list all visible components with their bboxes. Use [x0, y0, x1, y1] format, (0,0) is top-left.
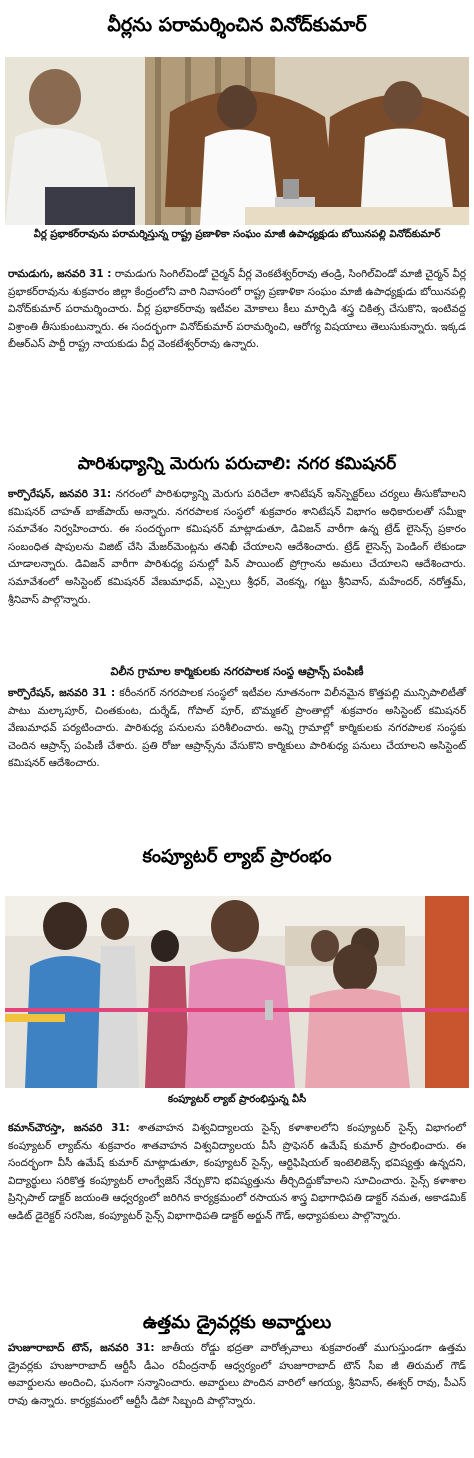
story-aprons-dateline: కార్పొరేషన్, జనవరి 31 :: [8, 687, 116, 699]
story-lab-headline: కంప్యూటర్ ల్యాబ్ ప్రారంభం: [142, 846, 332, 867]
story-lab-dateline: కమాన్‌చౌరస్తా, జనవరి 31:: [8, 1122, 130, 1134]
story-awards-headline: ఉత్తమ డ్రైవర్లకు అవార్డులు: [142, 1312, 332, 1333]
story-sanitation-headline: పారిశుధ్యాన్ని మెరుగు పరుచాలి: నగర కమిషనర్: [77, 454, 397, 474]
story-aprons-body: [0, 685, 474, 773]
story-lab-body: [0, 1120, 474, 1226]
story-sanitation: [0, 450, 474, 606]
story-visit-caption: వీర్ల ప్రభాకర్‌రావును పరామర్శిస్తున్న రాష్ట్ర ప్రణాళికా సంఘం మాజీ ఉపాధ్యక్షుడు బోయినపల్లి వినోద్‌కుమార్: [33, 229, 441, 240]
story-visit: [0, 0, 474, 351]
story-awards-text: జాతీయ రోడ్డు భద్రతా వారోత్సవాలు శుక్రవారంతో ముగుస్తుండగా ఉత్తమ డ్రైవర్లకు హుజూరాబాద్ ఆర్టీసీ డీఎం రవీంద్రనాథ్ ఆధ్వర్యంలో హుజూరాబాద్ టౌన్ సీఐ జీ తిరుమల్ గౌడ్ అవార్డులను అందించి, ఘనంగా సన్మానించారు. అవార్డులు పొందిన వారిలో ఆగయ్య, శ్రీనివాస్, ఈశ్వర్ రావు, పీఎస్ రావు ఉన్నారు. కార్యక్రమంలో ఆర్టీసీ డిపో సిబ్బంది పాల్గొన్నారు.: [8, 1342, 466, 1407]
story-sanitation-body: [0, 486, 474, 609]
story-lab-text: శాతవాహన విశ్వవిద్యాలయ సైన్స్ కళాశాలలోని కంప్యూటర్ సైన్స్ విభాగంలో కంప్యూటర్ ల్యాబ్‌ను శుక్రవారం శాతవాహన విశ్వవిద్యాలయ వీసీ ప్రొఫెసర్ ఉమేష్ కుమార్ ప్రారంభించారు. ఈ సందర్భంగా వీసీ ఉమేష్ కుమార్ మాట్లాడుతూ, కంప్యూటర్ సైన్స్, ఆర్టిఫిషియల్ ఇంటెలిజెన్స్ భవిష్యత్తు ఉన్నదని, విద్యార్థులు సరికొత్త కంప్యూటర్ లాంగ్వేజెస్ నేర్చుకొని భవిష్యత్తును తీర్చిదిద్దుకోవాలని సూచించారు. సైన్స్ కళాశాల ప్రిన్సిపాల్ డాక్టర్ జయంతి ఆధ్వర్యంలో జరిగిన కార్యక్రమంలో రసాయన శాస్త్ర విభాగాధిపతి డాక్టర్ నమత, అకాడమిక్ ఆడిట్ డైరెక్టర్ సరసిజ, కంప్యూటర్ సైన్స్ విభాగాధిపతి డాక్టర్ అర్జున్ గౌడ్, అధ్యాపకులు పాల్గొన్నారు.: [8, 1122, 466, 1222]
story-visit-photo: [5, 57, 469, 225]
story-visit-body: [0, 266, 474, 354]
story-visit-text: రామడుగు సింగిల్‌విండో చైర్మన్ వీర్ల వెంకటేశ్వర్‌రావు తండ్రి, సింగిల్‌విండో మాజీ చైర్మన్ వీర్ల ప్రభాకర్‌రావును శుక్రవారం జిల్లా కేంద్రంలోని వారి నివాసంలో రాష్ట్ర ప్రణాళికా సంఘం మాజీ ఉపాధ్యక్షుడు బోయినపల్లి వినోద్‌కుమార్ పరామర్శించారు. వీర్ల ప్రభాకర్‌రావు ఇటీవల మోకాలు కీలు మార్పిడి శస్త్ర చికిత్స చేసుకొని, ఇంటివద్ద విశ్రాంతి తీసుకుంటున్నారు. ఈ సందర్భంగా వినోద్‌కుమార్ పరామర్శించి, ఆరోగ్య విషయాలు తెలుసుకున్నారు. ఇక్కడ బీఆర్ఎస్ పార్టీ రాష్ట్ర నాయకుడు వీర్ల వెంకటేశ్వర్‌రావు ఉన్నారు.: [8, 268, 466, 351]
story-aprons-headline: విలీన గ్రామాల కార్మికులకు నగరపాలక సంస్థ ఆప్రాన్స్ పంపిణీ: [110, 665, 364, 678]
story-aprons: [0, 665, 474, 770]
story-lab-caption: కంప్యూటర్ ల్యాబ్ ప్రారంభిస్తున్న వీసీ: [167, 1094, 307, 1105]
story-visit-dateline: రామడుగు, జనవరి 31 :: [8, 268, 112, 280]
story-visit-headline: వీర్లను పరామర్శించిన వినోద్‌కుమార్: [107, 14, 367, 36]
story-awards-body: [0, 1340, 474, 1410]
story-aprons-text: కరీంనగర్ నగరపాలక సంస్థలో ఇటీవల నూతనంగా విలీనమైన కొత్తపల్లి మున్సిపాలిటీతో పాటు మల్కాపూర్, చింతకుంట, దుర్శేడ్, గోపాల్ పూర్, బొమ్మకల్ ప్రాంతాల్లో శుక్రవారం అసిస్టెంట్ కమిషనర్ వేణుమాధవ్ పర్యటించారు. పారిశుధ్య పనులను పరిశీలించారు. అన్ని గ్రామాల్లో కార్మికులకు నగరపాలక సంస్థకు చెందిన ఆప్రాన్స్ పంపిణీ చేశారు. ప్రతి రోజు ఆప్రాన్స్‌ను వేసుకొని కార్మికులు పారిశుధ్య పనులు చేయాలని అసిస్టెంట్ కమిషనర్ ఆదేశించారు.: [8, 687, 466, 770]
story-sanitation-dateline: కార్పొరేషన్, జనవరి 31:: [8, 488, 112, 500]
story-awards: [0, 1308, 474, 1407]
story-lab: [0, 838, 474, 1222]
story-awards-dateline: హుజూరాబాద్ టౌన్, జనవరి 31:: [8, 1342, 155, 1354]
story-sanitation-text: నగరంలో పారిశుధ్యాన్ని మెరుగు పరిచేలా శానిటేషన్ ఇన్‌స్పెక్టర్‌లు చర్యలు తీసుకోవాలని కమిషనర్ చాహత్ బాజ్‌పాయ్ అన్నారు. నగరపాలక సంస్థలో శుక్రవారం శానిటేషన్ విభాగం అధికారులతో సమీక్షా సమావేశం నిర్వహించారు. ఈ సందర్భంగా కమిషనర్ మాట్లాడుతూ, డివిజన్ వారీగా ఉన్న ట్రేడ్ లైసెన్స్ ప్రకారం సంబంధిత షాపులను విజిట్ చేసి మేజర్‌మెంట్లను తనిఖీ చేయాలని ఆదేశించారు. ట్రేడ్ లైసెన్స్ పెండింగ్ లేకుండా చూడాలన్నారు. డివిజన్ వారీగా పారిశుధ్య పనుల్లో పిన్ పాయింట్ ప్రోగ్రాంను అమలు చేయాలని ఆదేశించారు. సమావేశంలో అసిస్టెంట్ కమిషనర్ వేణుమాధవ్, ఎస్సైలు శ్రీధర్, వెంకన్న, గట్టు శ్రీనివాస్, మహేందర్, నరోత్తమ్, శ్రీనివాస్ పాల్గొన్నారు.: [8, 488, 466, 606]
story-lab-photo: [5, 896, 469, 1088]
